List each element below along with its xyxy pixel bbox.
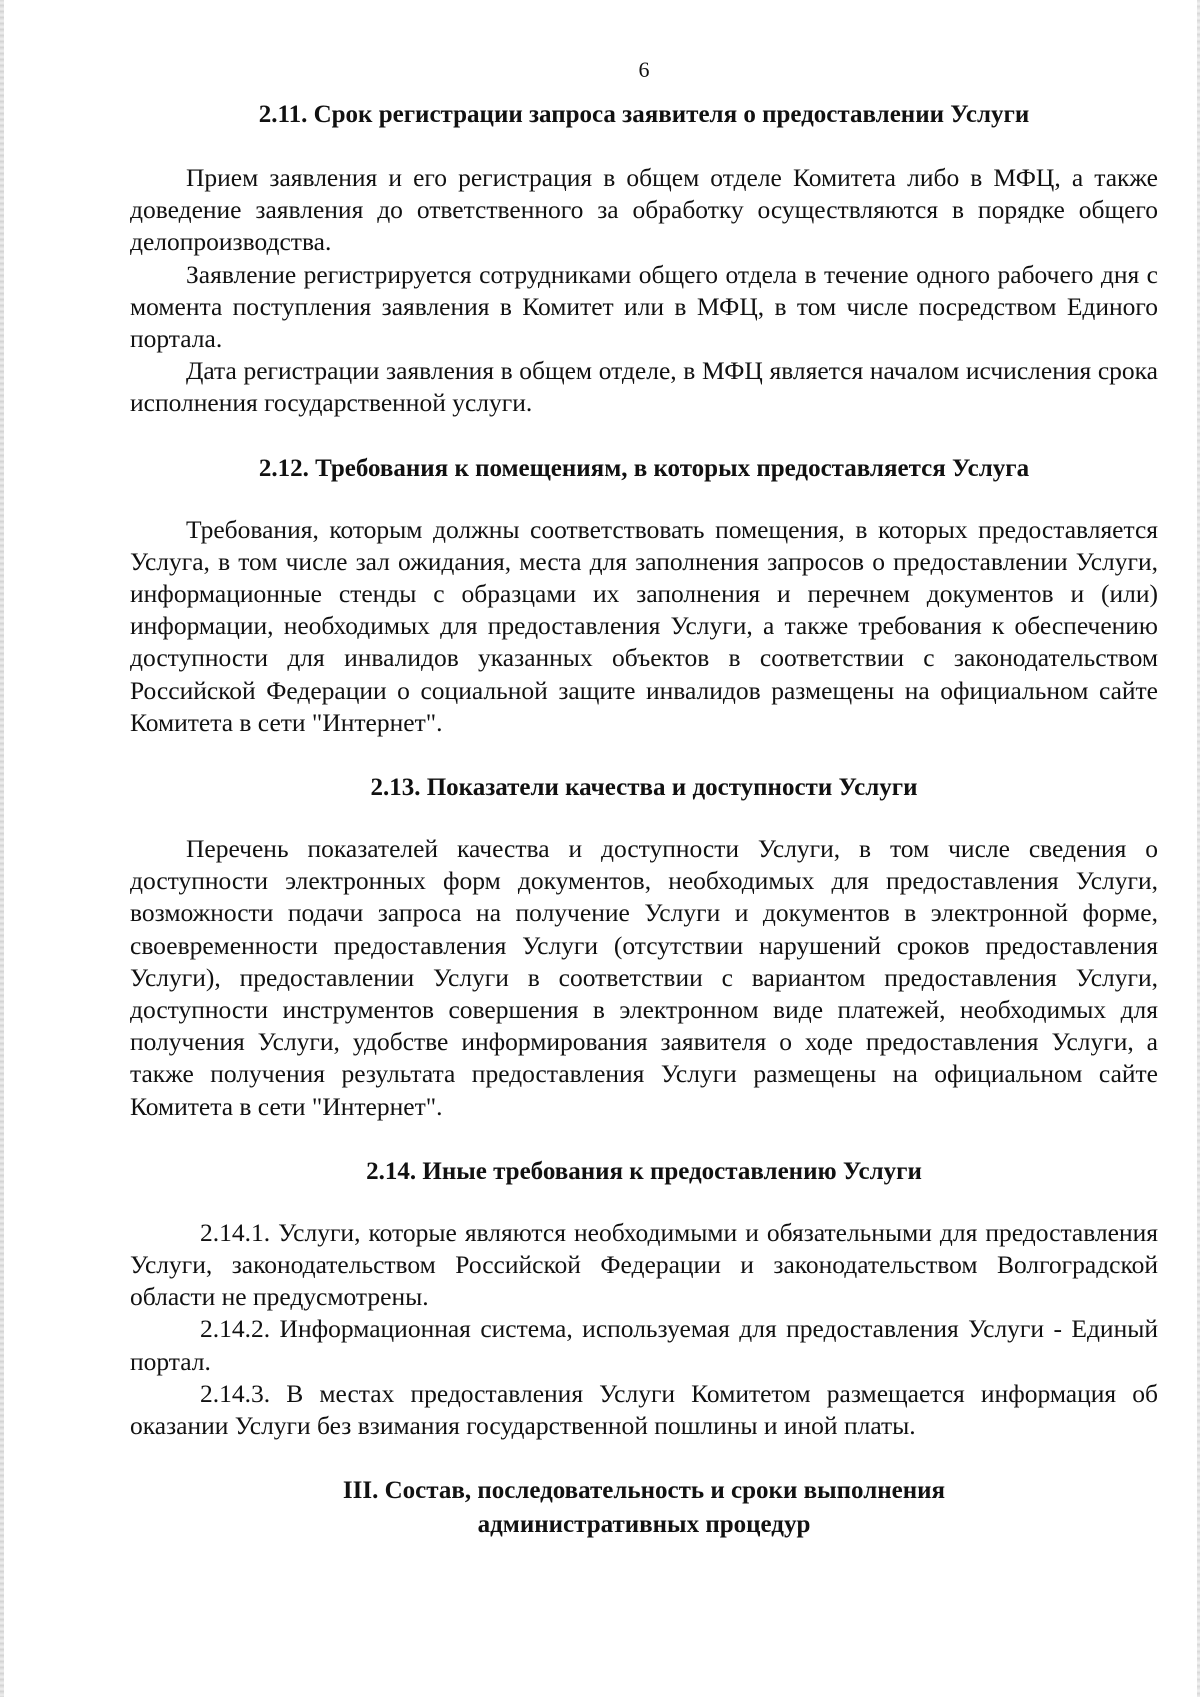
chapter-heading-line: III. Состав, последовательность и сроки выполнения <box>342 1477 946 1505</box>
paragraph: Заявление регистрируется сотрудниками общего отдела в течение одного рабочего дня с момента поступления заявления в Комитет или в МФЦ, в том числе посредством Единого портала. <box>130 259 1158 354</box>
section-2-12 <box>130 452 1158 739</box>
chapter-heading-line: административных процедур <box>477 1511 811 1539</box>
section-heading: 2.13. Показатели качества и доступности Услуги <box>370 774 918 802</box>
section-heading: 2.14. Иные требования к предоставлению Услуги <box>366 1157 922 1185</box>
section-2-14 <box>130 1155 1158 1442</box>
page-content <box>130 52 1158 1542</box>
paragraph: Дата регистрации заявления в общем отделе, в МФЦ является началом исчисления срока исполнения государственной услуги. <box>130 356 1158 418</box>
paragraph: 2.14.3. В местах предоставления Услуги Комитетом размещается информация об оказании Услуги без взимания государственной пошлины и иной платы. <box>130 1378 1158 1441</box>
page-number: 6 <box>638 57 650 82</box>
section-2-11 <box>130 98 1158 420</box>
paragraph: 2.14.1. Услуги, которые являются необходимыми и обязательными для предоставления Услуги, законодательством Российской Федерации и законодательством Волгоградской области не предусмотрены. <box>130 1217 1158 1312</box>
paragraph: 2.14.2. Информационная система, используемая для предоставления Услуги - Единый портал. <box>130 1314 1158 1376</box>
section-heading: 2.12. Требования к помещениям, в которых предоставляется Услуга <box>258 454 1030 482</box>
paragraph: Прием заявления и его регистрация в общем отделе Комитета либо в МФЦ, а также доведение заявления до ответственного за обработку осуществляются в порядке общего делопроизводства. <box>130 163 1158 257</box>
scan-edge-left <box>0 0 4 1697</box>
paragraph: Требования, которым должны соответствовать помещения, в которых предоставляется Услуга, в том числе зал ожидания, места для заполнения запросов о предоставлении Услуги, информационные стенды с образцами их заполнения и перечнем документов и (или) информации, необходимых для предоставления Услуги, а также требования к обеспечению доступности для инвалидов указанных объектов в соответствии с законодательством Российской Федерации о социальной защите инвалидов размещены на официальном сайте Комитета в сети "Интернет". <box>130 514 1158 737</box>
chapter-heading <box>130 1474 1158 1542</box>
section-heading: 2.11. Срок регистрации запроса заявителя о предоставлении Услуги <box>258 101 1030 128</box>
paragraph: Перечень показателей качества и доступности Услуги, в том числе сведения о доступности электронных форм документов, необходимых для предоставления Услуги, возможности подачи запроса на получение Услуги и документов в электронной форме, своевременности предоставления Услуги (отсутствии нарушений сроков предоставления Услуги), предоставлении Услуги в соответствии с вариантом предоставления Услуги, доступности инструментов совершения в электронном виде платежей, необходимых для получения Услуги, удобстве информирования заявителя о ходе предоставления Услуги, а также получения результата предоставления Услуги размещены на официальном сайте Комитета в сети "Интернет". <box>130 834 1158 1121</box>
section-2-13 <box>130 771 1158 1123</box>
